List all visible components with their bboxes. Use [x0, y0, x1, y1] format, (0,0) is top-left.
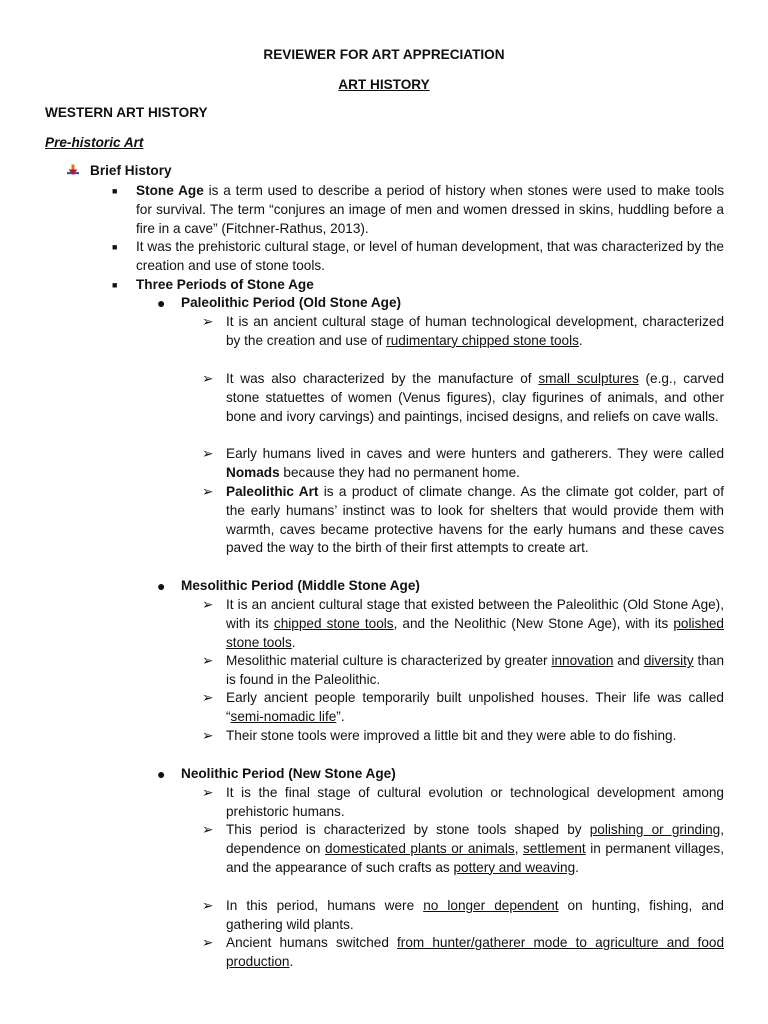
- brief-history-heading: [66, 163, 172, 178]
- arrow-bullet-icon: ➢: [202, 597, 214, 612]
- square-bullet-icon: ■: [112, 186, 118, 196]
- list-item: ➢ It is an ancient cultural stage that existed between the Paleolithic (Old Stone Age), with its chipped stone tools, and the Neolithic (New Stone Age), with its polished stone tools.: [202, 596, 724, 652]
- list-item: ➢ Early humans lived in caves and were hunters and gatherers. They were called Nomads because they had no permanent home.: [202, 445, 724, 483]
- list-item: ➢ It is the final stage of cultural evolution or technological development among prehistoric humans.: [202, 784, 724, 822]
- list-item: ➢ Mesolithic material culture is characterized by greater innovation and diversity than is found in the Paleolithic.: [202, 652, 724, 690]
- arrow-bullet-icon: ➢: [202, 898, 214, 913]
- arrow-bullet-icon: ➢: [202, 653, 214, 668]
- disc-bullet-icon: ●: [157, 295, 166, 311]
- three-periods-heading: Three Periods of Stone Age: [136, 277, 314, 292]
- list-item: ➢ It is an ancient cultural stage of human technological development, characterized by the creation and use of rudimentary chipped stone tools.: [202, 313, 724, 351]
- subsection-heading: Pre-historic Art: [45, 135, 144, 150]
- list-item: ➢ Their stone tools were improved a little bit and they were able to do fishing.: [202, 727, 724, 746]
- square-bullet-icon: ■: [112, 242, 118, 252]
- period-heading-mesolithic: ● Mesolithic Period (Middle Stone Age): [157, 578, 420, 594]
- square-bullet-icon: ■: [112, 280, 118, 290]
- arrow-bullet-icon: ➢: [202, 484, 214, 499]
- arrow-bullet-icon: ➢: [202, 446, 214, 461]
- arrow-bullet-icon: ➢: [202, 314, 214, 329]
- period-heading-paleolithic: ● Paleolithic Period (Old Stone Age): [157, 295, 402, 311]
- arrow-bullet-icon: ➢: [202, 785, 214, 800]
- arrow-bullet-icon: ➢: [202, 690, 214, 705]
- list-item: ➢ Ancient humans switched from hunter/gatherer mode to agriculture and food production.: [202, 934, 724, 972]
- document-subtitle: ART HISTORY: [338, 77, 430, 92]
- arrow-bullet-icon: ➢: [202, 822, 214, 837]
- section-heading: WESTERN ART HISTORY: [45, 105, 208, 120]
- arrow-bullet-icon: ➢: [202, 728, 214, 743]
- arrow-bullet-icon: ➢: [202, 935, 214, 950]
- arrow-bullet-icon: ➢: [202, 371, 214, 386]
- disc-bullet-icon: ●: [157, 766, 166, 782]
- list-item: ➢ It was also characterized by the manufacture of small sculptures (e.g., carved stone statuettes of women (Venus figures), clay figurines of animals, and other bone and ivory carvings) and paintings, incised designs, and reliefs on cave walls.: [202, 370, 724, 426]
- down-arrow-bullet-icon: [66, 164, 80, 178]
- brief-history-label: Brief History: [90, 163, 172, 178]
- disc-bullet-icon: ●: [157, 578, 166, 594]
- list-item: ■ It was the prehistoric cultural stage, or level of human development, that was characterized by the creation and use of stone tools.: [112, 238, 724, 276]
- list-item: ➢ Paleolithic Art is a product of climate change. As the climate got colder, part of the early humans’ instinct was to look for shelters that would provide them with warmth, caves became protective havens for the early humans and these caves paved the way to the birth of their first attempts to create art.: [202, 483, 724, 558]
- list-item: ■ Stone Age is a term used to describe a period of history when stones were used to make tools for survival. The term “conjures an image of men and women dressed in skins, huddling before a fire in a cave” (Fitchner-Rathus, 2013).: [112, 182, 724, 238]
- document-title: REVIEWER FOR ART APPRECIATION: [263, 47, 505, 62]
- period-heading-neolithic: ● Neolithic Period (New Stone Age): [157, 766, 396, 782]
- list-item: ➢ Early ancient people temporarily built unpolished houses. Their life was called “semi-nomadic life”.: [202, 689, 724, 727]
- list-item: [112, 276, 724, 295]
- term-stone-age: Stone Age: [136, 183, 204, 198]
- list-item: ➢ This period is characterized by stone tools shaped by polishing or grinding, dependence on domesticated plants or animals, settlement in permanent villages, and the appearance of such crafts as pottery and weaving.: [202, 821, 724, 877]
- list-item: ➢ In this period, humans were no longer dependent on hunting, fishing, and gathering wild plants.: [202, 897, 724, 935]
